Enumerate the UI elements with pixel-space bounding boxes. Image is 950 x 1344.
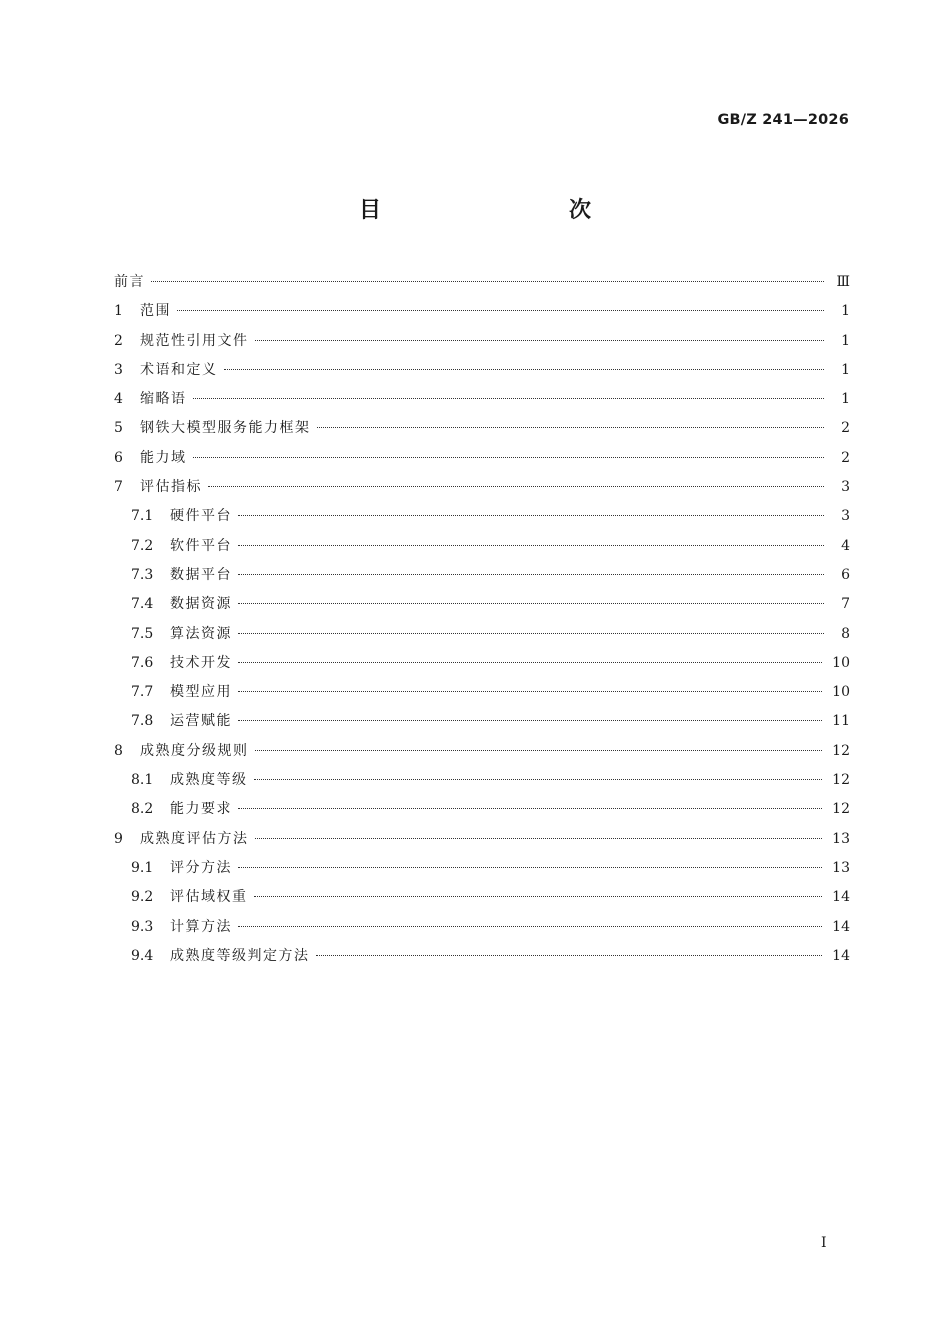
toc-entry-page: 14: [832, 918, 850, 935]
toc-entry-label: 成熟度评估方法: [140, 830, 249, 847]
toc-entry-label: 硬件平台: [170, 508, 232, 525]
toc-entry-number: 8: [114, 742, 123, 759]
dot-leader: [255, 750, 823, 751]
toc-entry[interactable]: [114, 268, 850, 297]
toc-entry[interactable]: [114, 883, 850, 912]
toc-entry-page: 6: [841, 566, 850, 583]
toc-entry-label: 评分方法: [170, 859, 232, 876]
toc-entry-page: 2: [841, 449, 850, 466]
toc-entry-page: 1: [841, 303, 850, 320]
toc-entry-number: 7.4: [131, 596, 154, 613]
toc-entry-page: 10: [832, 684, 850, 701]
dot-leader: [193, 457, 825, 458]
toc-entry-number: 8.1: [131, 772, 154, 789]
toc-entry[interactable]: [114, 356, 850, 385]
toc-entry-number: 7.7: [131, 684, 154, 701]
toc-entry-label: 前言: [114, 274, 145, 290]
toc-entry-number: 7: [114, 479, 123, 496]
toc-entry-number: 2: [114, 332, 123, 349]
toc-entry[interactable]: [114, 649, 850, 678]
toc-entry-number: 6: [114, 449, 123, 466]
toc-entry-label: 软件平台: [170, 537, 232, 554]
toc-entry-label: 成熟度分级规则: [140, 742, 249, 759]
dot-leader: [316, 955, 823, 956]
toc-entry-label: 能力要求: [170, 801, 232, 818]
toc-entry-page: 1: [841, 391, 850, 408]
toc-entry-label: 计算方法: [170, 918, 232, 935]
toc-entry[interactable]: [114, 795, 850, 824]
toc-entry-page: 4: [841, 537, 850, 554]
toc-entry-page: 7: [841, 596, 850, 613]
dot-leader: [238, 574, 824, 575]
toc-entry[interactable]: [114, 327, 850, 356]
dot-leader: [255, 340, 825, 341]
toc-entry-label: 模型应用: [170, 684, 232, 701]
toc-entry[interactable]: [114, 707, 850, 736]
toc-entry[interactable]: [114, 473, 850, 502]
toc-entry[interactable]: [114, 766, 850, 795]
toc-entry-label: 评估域权重: [170, 889, 248, 906]
toc-entry-label: 能力域: [140, 449, 187, 466]
toc-entry[interactable]: [114, 913, 850, 942]
toc-entry-page: 10: [832, 654, 850, 671]
toc-entry-page: 12: [832, 801, 850, 818]
page-number: I: [821, 1235, 827, 1251]
toc-entry-label: 缩略语: [140, 391, 187, 408]
toc-entry-label: 规范性引用文件: [140, 332, 249, 349]
toc-entry[interactable]: [114, 590, 850, 619]
toc-entry-number: 4: [114, 391, 123, 408]
dot-leader: [238, 720, 822, 721]
toc-entry-number: 7.5: [131, 625, 154, 642]
dot-leader: [238, 808, 822, 809]
toc-entry-number: 7.1: [131, 508, 154, 525]
toc-entry-number: 9.3: [131, 918, 154, 935]
dot-leader: [151, 281, 824, 282]
dot-leader: [224, 369, 825, 370]
dot-leader: [317, 427, 825, 428]
toc-entry-label: 运营赋能: [170, 713, 232, 730]
dot-leader: [238, 603, 824, 604]
dot-leader: [238, 867, 822, 868]
toc-entry-label: 成熟度等级判定方法: [170, 947, 310, 964]
toc-entry-label: 算法资源: [170, 625, 232, 642]
toc-entry-page: 1: [841, 332, 850, 349]
toc-entry-label: 钢铁大模型服务能力框架: [140, 420, 311, 437]
toc-entry[interactable]: [114, 620, 850, 649]
toc-entry-number: 7.2: [131, 537, 154, 554]
toc-entry-number: 7.3: [131, 566, 154, 583]
toc-entry-page: 13: [832, 859, 850, 876]
toc-entry-page: 1: [841, 361, 850, 378]
table-of-contents: [114, 268, 850, 971]
toc-title: 目 次: [358, 198, 639, 223]
toc-entry-label: 术语和定义: [140, 361, 218, 378]
toc-entry-label: 技术开发: [170, 654, 232, 671]
dot-leader: [254, 896, 823, 897]
toc-entry[interactable]: [114, 385, 850, 414]
toc-entry[interactable]: [114, 942, 850, 971]
toc-entry[interactable]: [114, 737, 850, 766]
toc-entry[interactable]: [114, 297, 850, 326]
toc-entry-number: 9: [114, 830, 123, 847]
toc-entry-number: 1: [114, 303, 123, 320]
toc-entry-label: 评估指标: [140, 479, 202, 496]
dot-leader: [238, 662, 822, 663]
toc-entry-label: 数据平台: [170, 566, 232, 583]
toc-entry[interactable]: [114, 854, 850, 883]
toc-entry-page: 12: [832, 742, 850, 759]
toc-entry-page: 13: [832, 830, 850, 847]
toc-entry-number: 9.2: [131, 889, 154, 906]
dot-leader: [193, 398, 825, 399]
dot-leader: [238, 691, 822, 692]
toc-entry-page: 2: [841, 420, 850, 437]
dot-leader: [238, 926, 822, 927]
dot-leader: [177, 310, 824, 311]
toc-entry-label: 数据资源: [170, 596, 232, 613]
toc-entry-label: 成熟度等级: [170, 772, 248, 789]
toc-entry-page: 8: [841, 625, 850, 642]
toc-entry[interactable]: [114, 502, 850, 531]
toc-entry-page: 12: [832, 772, 850, 789]
toc-entry-number: 5: [114, 420, 123, 437]
toc-entry-number: 7.8: [131, 713, 154, 730]
toc-entry-page: Ⅲ: [836, 274, 850, 290]
toc-entry-label: 范围: [140, 303, 171, 320]
dot-leader: [238, 515, 824, 516]
toc-entry-number: 9.4: [131, 947, 154, 964]
toc-entry-page: 3: [841, 479, 850, 496]
toc-entry[interactable]: [114, 678, 850, 707]
toc-entry-number: 3: [114, 361, 123, 378]
toc-entry-number: 8.2: [131, 801, 154, 818]
dot-leader: [255, 838, 823, 839]
toc-entry-page: 14: [832, 947, 850, 964]
toc-entry-page: 3: [841, 508, 850, 525]
toc-entry[interactable]: [114, 561, 850, 590]
dot-leader: [254, 779, 823, 780]
dot-leader: [238, 545, 824, 546]
dot-leader: [208, 486, 824, 487]
toc-entry-page: 11: [832, 713, 850, 730]
toc-entry[interactable]: [114, 444, 850, 473]
dot-leader: [238, 633, 824, 634]
toc-entry-page: 14: [832, 889, 850, 906]
toc-entry-number: 7.6: [131, 654, 154, 671]
toc-entry[interactable]: [114, 414, 850, 443]
standard-code: GB/Z 241—2026: [717, 112, 849, 128]
toc-entry[interactable]: [114, 532, 850, 561]
toc-entry[interactable]: [114, 825, 850, 854]
toc-entry-number: 9.1: [131, 859, 154, 876]
